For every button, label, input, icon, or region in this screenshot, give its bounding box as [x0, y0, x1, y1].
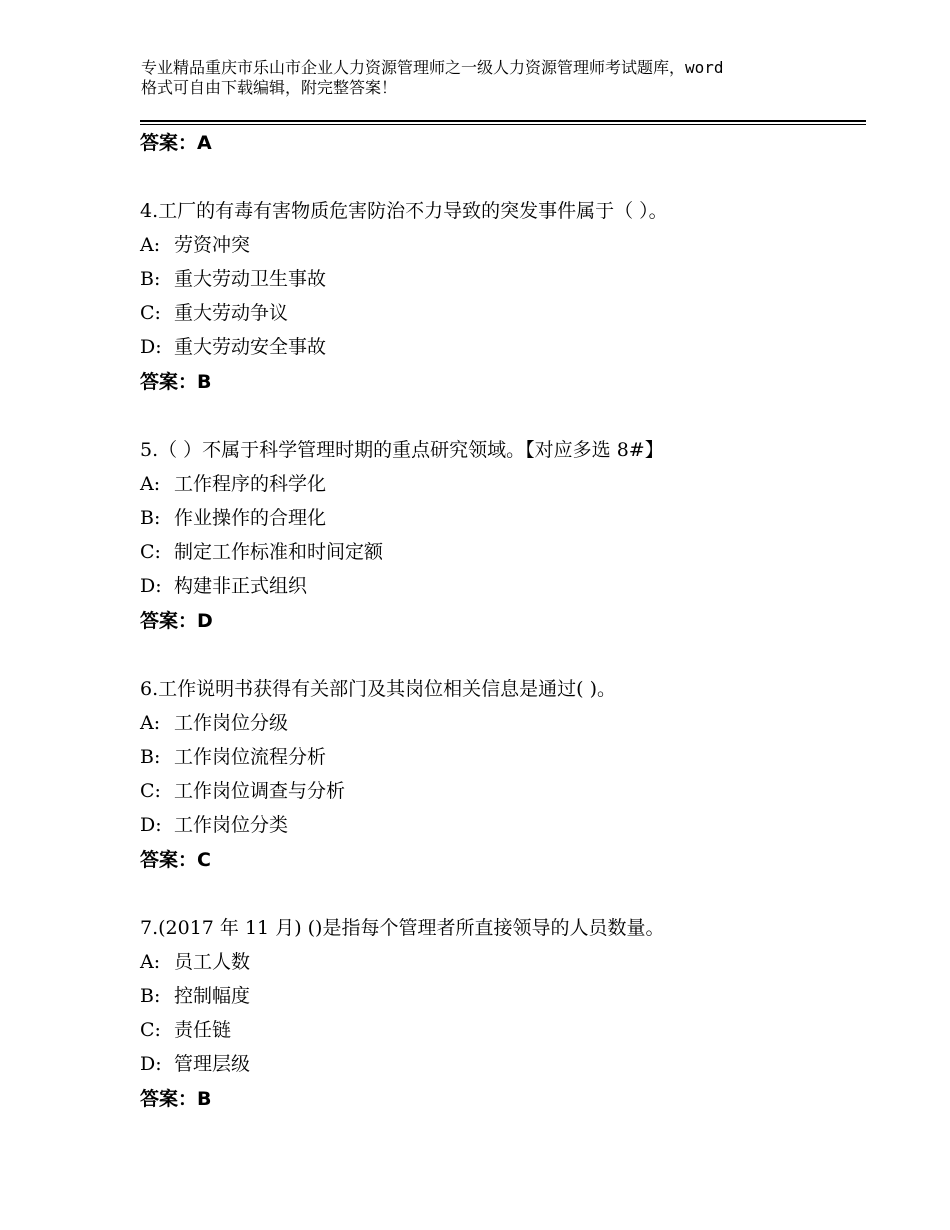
option-letter: B: — [140, 268, 161, 290]
option-letter: B: — [140, 507, 161, 529]
header-divider-thick — [140, 120, 866, 122]
option-text: 责任链 — [174, 1019, 232, 1041]
option-letter: A: — [140, 712, 161, 734]
option-letter: D: — [140, 575, 162, 597]
question-5-option-b — [140, 506, 326, 530]
question-7-option-a — [140, 950, 250, 974]
option-text: 制定工作标准和时间定额 — [174, 541, 384, 563]
question-5-option-c — [140, 540, 383, 564]
question-6-answer: 答案：C — [140, 849, 211, 871]
option-letter: B: — [140, 985, 161, 1007]
option-text: 劳资冲突 — [174, 234, 251, 256]
header-line-1: 专业精品重庆市乐山市企业人力资源管理师之一级人力资源管理师考试题库，word — [141, 58, 724, 77]
option-text: 工作程序的科学化 — [174, 473, 327, 495]
question-4-answer: 答案：B — [140, 371, 212, 393]
option-text: 工作岗位调查与分析 — [174, 780, 346, 802]
question-4-option-a — [140, 233, 250, 257]
option-letter: D: — [140, 1053, 162, 1075]
question-7-option-c — [140, 1018, 231, 1042]
option-letter: A: — [140, 234, 161, 256]
question-7: 7.(2017 年 11 月) ()是指每个管理者所直接领导的人员数量。 — [140, 917, 665, 939]
question-4-option-d — [140, 335, 326, 359]
option-text: 重大劳动争议 — [174, 302, 289, 324]
question-4: 4.工厂的有毒有害物质危害防治不力导致的突发事件属于（ ）。 — [140, 200, 668, 222]
header-line-2: 格式可自由下载编辑，附完整答案！ — [141, 78, 398, 97]
question-7-option-b — [140, 984, 250, 1008]
option-text: 控制幅度 — [174, 985, 251, 1007]
answer-label-top: 答案：A — [140, 132, 212, 154]
question-6-option-d — [140, 813, 288, 837]
question-7-answer: 答案：B — [140, 1088, 212, 1110]
question-7-option-d — [140, 1052, 250, 1076]
option-text: 重大劳动安全事故 — [174, 336, 327, 358]
question-5-answer: 答案：D — [140, 610, 213, 632]
option-text: 工作岗位分类 — [174, 814, 289, 836]
option-letter: C: — [140, 780, 161, 802]
option-letter: C: — [140, 541, 161, 563]
option-text: 作业操作的合理化 — [174, 507, 327, 529]
option-text: 工作岗位分级 — [174, 712, 289, 734]
question-5-option-d — [140, 574, 307, 598]
question-6: 6.工作说明书获得有关部门及其岗位相关信息是通过( )。 — [140, 678, 616, 700]
question-5: 5.（ ）不属于科学管理时期的重点研究领域。【对应多选 8#】 — [140, 439, 664, 461]
option-letter: C: — [140, 302, 161, 324]
option-text: 管理层级 — [174, 1053, 251, 1075]
option-letter: D: — [140, 814, 162, 836]
question-6-option-c — [140, 779, 345, 803]
option-letter: B: — [140, 746, 161, 768]
header-divider-thin — [140, 124, 866, 125]
question-6-option-b — [140, 745, 326, 769]
option-text: 工作岗位流程分析 — [174, 746, 327, 768]
option-text: 重大劳动卫生事故 — [174, 268, 327, 290]
option-letter: C: — [140, 1019, 161, 1041]
question-4-option-c — [140, 301, 288, 325]
option-letter: A: — [140, 951, 161, 973]
option-letter: D: — [140, 336, 162, 358]
option-text: 员工人数 — [174, 951, 251, 973]
option-letter: A: — [140, 473, 161, 495]
question-4-option-b — [140, 267, 326, 291]
question-5-option-a — [140, 472, 326, 496]
option-text: 构建非正式组织 — [174, 575, 308, 597]
document-header — [141, 58, 861, 98]
question-6-option-a — [140, 711, 288, 735]
